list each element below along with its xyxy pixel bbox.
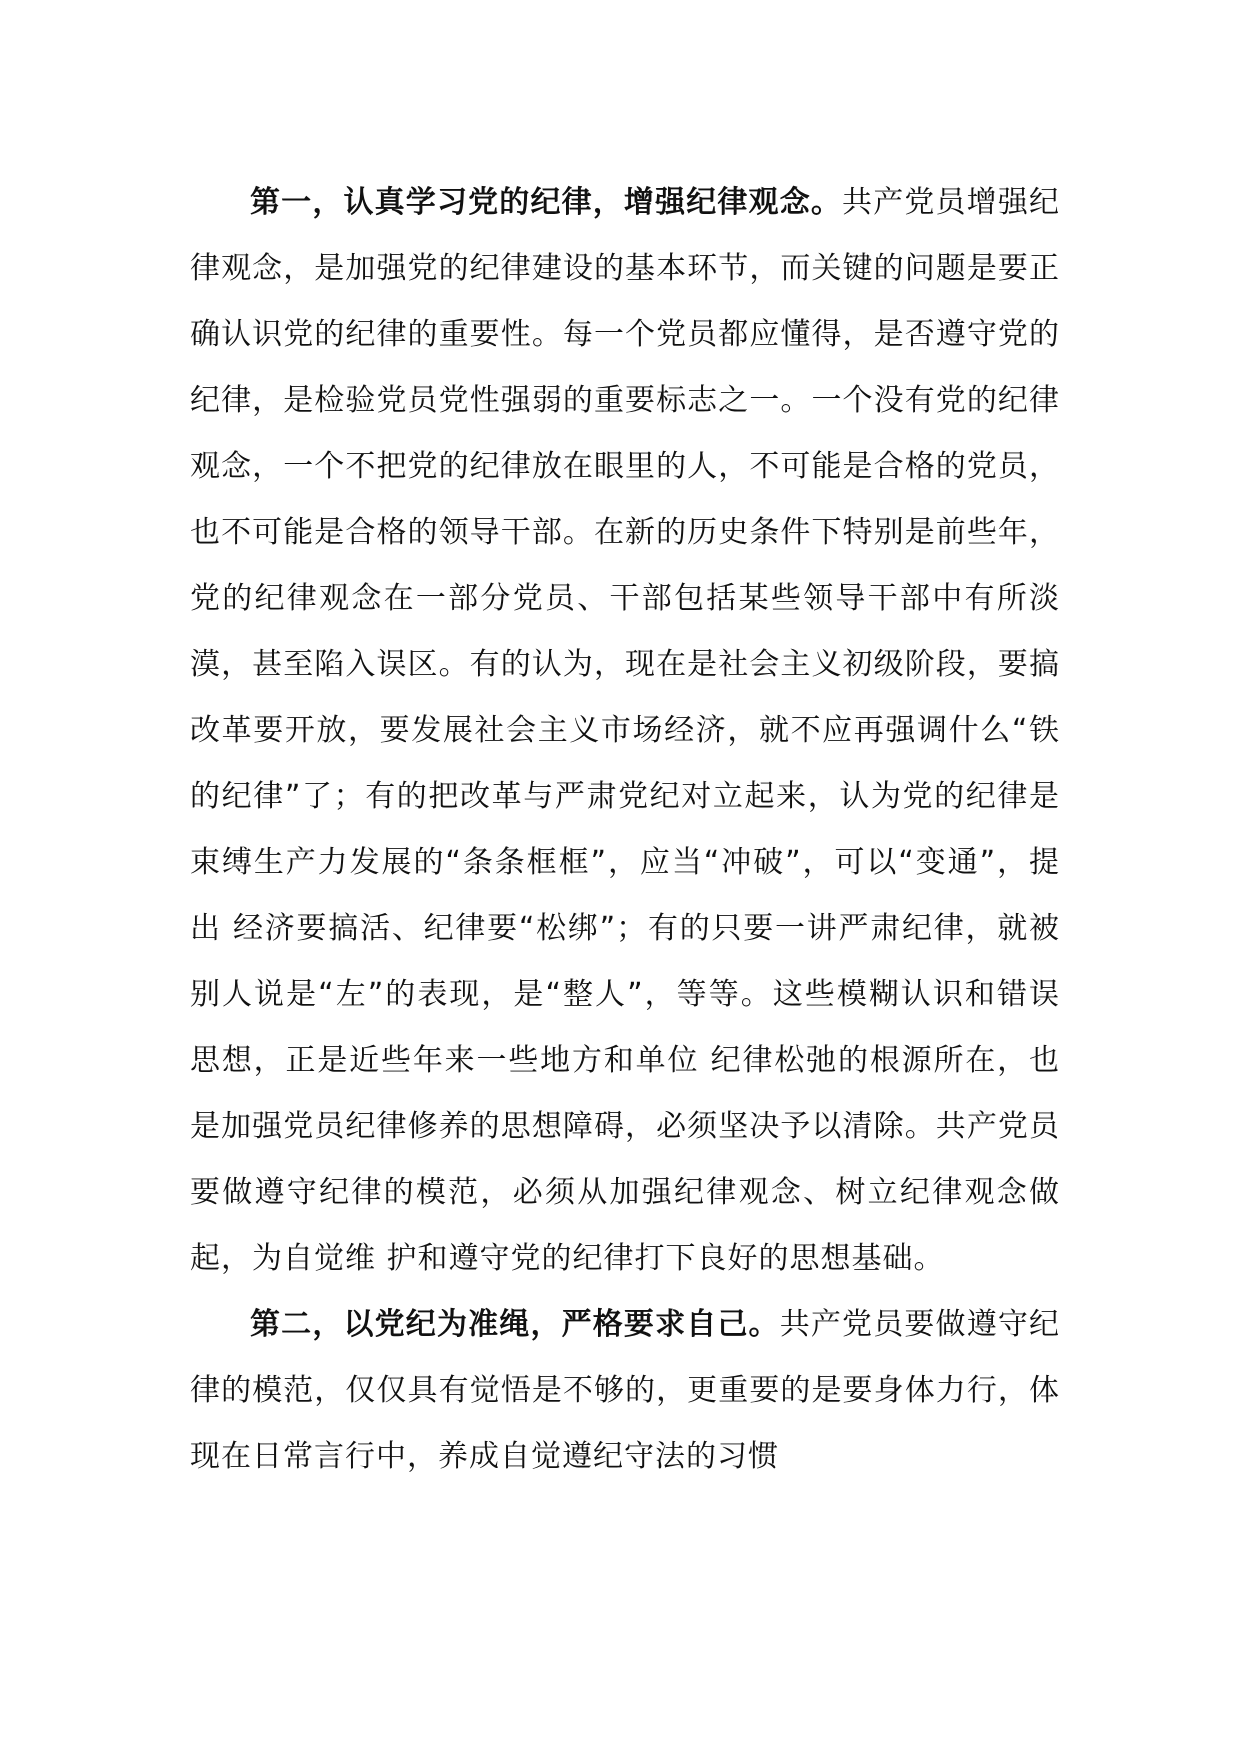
paragraph-2 (190, 1292, 1060, 1490)
paragraph-1-heading: 第一，认真学习党的纪律，增强纪律观念。 (250, 185, 843, 220)
paragraph-2-heading: 第二，以党纪为准绳，严格要求自己。 (250, 1307, 780, 1342)
document-page (190, 170, 1060, 1490)
paragraph-1-body: 共产党员增强纪律观念，是加强党的纪律建设的基本环节，而关键的问题是要正确认识党的纪律的重要性。每一个党员都应懂得，是否遵守党的纪律，是检验党员党性强弱的重要标志之一。一个没有党的纪律观念，一个不把党的纪律放在眼里的人，不可能是合格的党员，也不可能是合格的领导干部。在新的历史条件下特别是前些年，党的纪律观念在一部分党员、干部包括某些领导干部中有所淡漠，甚至陷入误区。有的认为，现在是社会主义初级阶段，要搞改革要开放，要发展社会主义市场经济，就不应再强调什么“铁的纪律”了；有的把改革与严肃党纪对立起来，认为党的纪律是束缚生产力发展的“条条框框”，应当“冲破”，可以“变通”，提出 经济要搞活、纪律要“松绑”；有的只要一讲严肃纪律，就被别人说是“左”的表现，是“整人”，等等。这些模糊认识和错误思想，正是近些年来一些地方和单位 纪律松弛的根源所在，也是加强党员纪律修养的思想障碍，必须坚决予以清除。共产党员要做遵守纪律的模范，必须从加强纪律观念、树立纪律观念做起，为自觉维 护和遵守党的纪律打下良好的思想基础。 (190, 185, 1061, 1276)
paragraph-1 (190, 170, 1060, 1292)
paragraph-2-body: 共产党员要做遵守纪律的模范，仅仅具有觉悟是不够的，更重要的是要身体力行，体现在日常言行中，养成自觉遵纪守法的习惯 (190, 1307, 1061, 1474)
